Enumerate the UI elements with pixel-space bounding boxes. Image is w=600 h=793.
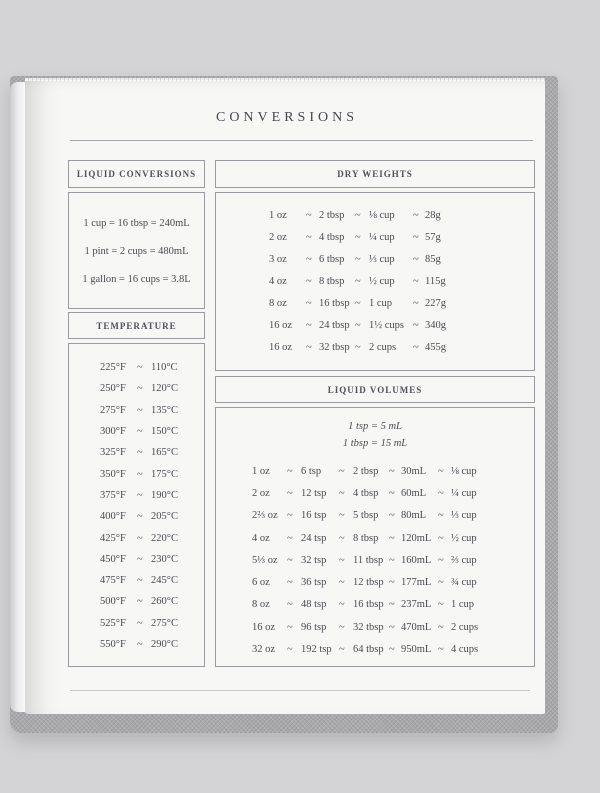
- ounces-value: 2 oz: [252, 487, 270, 499]
- approx-tilde: ~: [413, 297, 419, 309]
- tbsp-note: 1 tbsp = 15 mL: [342, 438, 408, 449]
- ounces-value: 1 oz: [252, 465, 270, 477]
- approx-tilde: ~: [306, 297, 312, 309]
- tablespoons-value: 4 tbsp: [319, 231, 345, 243]
- liquid-volume-row: [216, 460, 534, 482]
- milliliters-value: 470mL: [401, 621, 432, 633]
- temperature-header: [68, 312, 205, 339]
- tsp-note: 1 tsp = 5 mL: [348, 421, 402, 432]
- teaspoons-value: 96 tsp: [301, 621, 327, 633]
- milliliters-value: 950mL: [401, 644, 432, 656]
- ounces-value: 8 oz: [269, 297, 287, 309]
- approx-tilde: ~: [438, 599, 444, 611]
- approx-tilde: ~: [438, 577, 444, 589]
- approx-tilde: ~: [306, 275, 312, 287]
- approx-tilde: ~: [287, 487, 293, 499]
- approx-tilde: ~: [339, 465, 345, 477]
- ounces-value: 16 oz: [269, 319, 293, 331]
- approx-tilde: ~: [137, 532, 143, 544]
- tablespoons-value: 5 tbsp: [353, 510, 379, 522]
- ounces-value: 4 oz: [269, 275, 287, 287]
- approx-tilde: ~: [355, 231, 361, 243]
- tablespoons-value: 6 tbsp: [319, 253, 345, 265]
- header-rule: [70, 140, 533, 141]
- approx-tilde: ~: [438, 554, 444, 566]
- temperature-row: [69, 357, 204, 378]
- teaspoons-value: 36 tsp: [301, 577, 327, 589]
- ounces-value: 32 oz: [252, 644, 276, 656]
- approx-tilde: ~: [137, 617, 143, 629]
- approx-tilde: ~: [355, 297, 361, 309]
- approx-tilde: ~: [339, 621, 345, 633]
- approx-tilde: ~: [438, 465, 444, 477]
- teaspoons-value: 192 tsp: [301, 644, 332, 656]
- cups-value: 1 cup: [451, 599, 475, 611]
- fahrenheit-value: 550°F: [100, 639, 126, 650]
- milliliters-value: 30mL: [401, 465, 427, 477]
- approx-tilde: ~: [137, 639, 143, 650]
- liquid-conversion-row: [69, 238, 204, 266]
- cups-value: ⅛ cup: [451, 465, 477, 477]
- liquid-volume-row: [216, 594, 534, 616]
- liquid-volumes-header: [215, 376, 535, 403]
- liquid-volume-row: [216, 505, 534, 527]
- fahrenheit-value: 225°F: [100, 362, 126, 374]
- liquid-conversion-value: 1 pint = 2 cups = 480mL: [84, 246, 189, 257]
- approx-tilde: ~: [137, 489, 143, 501]
- liquid-conversion-row: [69, 266, 204, 294]
- approx-tilde: ~: [355, 341, 361, 353]
- approx-tilde: ~: [389, 532, 395, 544]
- approx-tilde: ~: [355, 253, 361, 265]
- fahrenheit-value: 425°F: [100, 532, 126, 544]
- fahrenheit-value: 400°F: [100, 511, 126, 523]
- approx-tilde: ~: [438, 487, 444, 499]
- dry-weight-row: [216, 226, 534, 248]
- approx-tilde: ~: [413, 231, 419, 243]
- liquid-volumes-rows: [216, 460, 534, 661]
- fahrenheit-value: 250°F: [100, 383, 126, 395]
- approx-tilde: ~: [137, 426, 143, 438]
- celsius-value: 220°C: [151, 532, 178, 544]
- cups-value: ¾ cup: [451, 577, 477, 589]
- approx-tilde: ~: [389, 465, 395, 477]
- approx-tilde: ~: [137, 383, 143, 395]
- approx-tilde: ~: [339, 487, 345, 499]
- temperature-row: [69, 591, 204, 612]
- tablespoons-value: 12 tbsp: [353, 577, 384, 589]
- liquid-volume-row: [216, 571, 534, 593]
- cups-value: 2 cups: [369, 341, 397, 353]
- teaspoons-value: 16 tsp: [301, 510, 327, 522]
- approx-tilde: ~: [413, 275, 419, 287]
- dry-weights-header-label: DRY WEIGHTS: [337, 169, 413, 179]
- tablespoons-value: 64 tbsp: [353, 644, 384, 656]
- tablespoons-value: 32 tbsp: [319, 341, 350, 353]
- approx-tilde: ~: [389, 621, 395, 633]
- temperature-row: [69, 463, 204, 484]
- ounces-value: 6 oz: [252, 577, 270, 589]
- approx-tilde: ~: [413, 209, 419, 221]
- celsius-value: 150°C: [151, 426, 178, 438]
- cups-value: ¼ cup: [369, 231, 395, 243]
- approx-tilde: ~: [287, 465, 293, 477]
- temperature-header-label: TEMPERATURE: [96, 320, 177, 331]
- approx-tilde: ~: [389, 577, 395, 589]
- temperature-row: [69, 421, 204, 442]
- grams-value: 85g: [425, 253, 441, 265]
- ounces-value: 2 oz: [269, 231, 287, 243]
- approx-tilde: ~: [306, 319, 312, 331]
- celsius-value: 175°C: [151, 468, 178, 480]
- fahrenheit-value: 375°F: [100, 489, 126, 501]
- liquid-conversions-header-label: LIQUID CONVERSIONS: [76, 169, 197, 179]
- teaspoons-value: 6 tsp: [301, 465, 322, 477]
- cups-value: ½ cup: [369, 275, 395, 287]
- liquid-volumes-notes: [216, 418, 534, 452]
- approx-tilde: ~: [287, 554, 293, 566]
- page-title: CONVERSIONS: [215, 110, 358, 125]
- tablespoons-value: 11 tbsp: [353, 554, 384, 566]
- ounces-value: 8 oz: [252, 599, 270, 611]
- teaspoons-value: 24 tsp: [301, 532, 327, 544]
- dry-weight-row: [216, 248, 534, 270]
- cups-value: ⅓ cup: [451, 510, 477, 522]
- tablespoons-value: 24 tbsp: [319, 319, 350, 331]
- fahrenheit-value: 325°F: [100, 447, 126, 459]
- fahrenheit-value: 300°F: [100, 426, 126, 438]
- cups-value: ⅔ cup: [451, 554, 477, 566]
- approx-tilde: ~: [355, 275, 361, 287]
- cups-value: 1½ cups: [369, 319, 404, 331]
- book-page: [25, 80, 545, 714]
- approx-tilde: ~: [413, 341, 419, 353]
- approx-tilde: ~: [438, 644, 444, 656]
- liquid-volume-row: [216, 482, 534, 504]
- temperature-row: [69, 485, 204, 506]
- teaspoons-value: 48 tsp: [301, 599, 327, 611]
- temperature-row: [69, 400, 204, 421]
- milliliters-value: 80mL: [401, 510, 427, 522]
- liquid-conversion-row: [69, 210, 204, 238]
- cups-value: ¼ cup: [451, 487, 477, 499]
- temperature-row: [69, 442, 204, 463]
- approx-tilde: ~: [287, 510, 293, 522]
- approx-tilde: ~: [287, 577, 293, 589]
- approx-tilde: ~: [137, 447, 143, 459]
- milliliters-value: 237mL: [401, 599, 432, 611]
- temperature-row: [69, 634, 204, 655]
- liquid-conversions-header: [68, 160, 205, 188]
- dry-weight-row: [216, 292, 534, 314]
- celsius-value: 260°C: [151, 596, 178, 608]
- approx-tilde: ~: [137, 362, 143, 374]
- teaspoons-value: 32 tsp: [301, 554, 327, 566]
- celsius-value: 245°C: [151, 575, 178, 587]
- fahrenheit-value: 350°F: [100, 468, 126, 480]
- approx-tilde: ~: [339, 510, 345, 522]
- approx-tilde: ~: [137, 553, 143, 565]
- grams-value: 57g: [425, 231, 441, 243]
- temperature-row: [69, 613, 204, 634]
- approx-tilde: ~: [438, 532, 444, 544]
- ounces-value: 2⅔ oz: [252, 510, 278, 522]
- fahrenheit-value: 275°F: [100, 404, 126, 416]
- approx-tilde: ~: [287, 599, 293, 611]
- approx-tilde: ~: [137, 596, 143, 608]
- temperature-row: [69, 527, 204, 548]
- milliliters-value: 120mL: [401, 532, 432, 544]
- celsius-value: 275°C: [151, 617, 178, 629]
- tablespoons-value: 8 tbsp: [353, 532, 379, 544]
- grams-value: 227g: [425, 297, 446, 309]
- approx-tilde: ~: [137, 511, 143, 523]
- fahrenheit-value: 500°F: [100, 596, 126, 608]
- approx-tilde: ~: [389, 510, 395, 522]
- approx-tilde: ~: [339, 599, 345, 611]
- cups-value: 2 cups: [451, 621, 479, 633]
- milliliters-value: 177mL: [401, 577, 432, 589]
- approx-tilde: ~: [355, 209, 361, 221]
- celsius-value: 290°C: [151, 639, 178, 650]
- liquid-volume-row: [216, 616, 534, 638]
- liquid-volumes-header-label: LIQUID VOLUMES: [327, 384, 423, 395]
- dry-weight-row: [216, 336, 534, 358]
- approx-tilde: ~: [306, 253, 312, 265]
- approx-tilde: ~: [306, 231, 312, 243]
- tablespoons-value: 4 tbsp: [353, 487, 379, 499]
- approx-tilde: ~: [137, 404, 143, 416]
- dry-weight-row: [216, 314, 534, 336]
- fahrenheit-value: 450°F: [100, 553, 126, 565]
- dry-weights-table: [215, 192, 535, 371]
- ounces-value: 1 oz: [269, 209, 287, 221]
- grams-value: 455g: [425, 341, 446, 353]
- tablespoons-value: 2 tbsp: [319, 209, 345, 221]
- temperature-row: [69, 570, 204, 591]
- cups-value: 4 cups: [451, 644, 479, 656]
- approx-tilde: ~: [339, 577, 345, 589]
- temperature-row: [69, 506, 204, 527]
- dry-weights-header: [215, 160, 535, 188]
- temperature-row: [69, 549, 204, 570]
- celsius-value: 135°C: [151, 404, 178, 416]
- grams-value: 340g: [425, 319, 446, 331]
- cups-value: ⅓ cup: [369, 253, 395, 265]
- fahrenheit-value: 525°F: [100, 617, 126, 629]
- approx-tilde: ~: [287, 644, 293, 656]
- tablespoons-value: 32 tbsp: [353, 621, 384, 633]
- temperature-row: [69, 378, 204, 399]
- ounces-value: 16 oz: [252, 621, 276, 633]
- approx-tilde: ~: [389, 487, 395, 499]
- celsius-value: 205°C: [151, 511, 178, 523]
- ounces-value: 16 oz: [269, 341, 293, 353]
- approx-tilde: ~: [438, 621, 444, 633]
- dry-weight-row: [216, 270, 534, 292]
- approx-tilde: ~: [389, 644, 395, 656]
- liquid-volume-row: [216, 549, 534, 571]
- tablespoons-value: 16 tbsp: [353, 599, 384, 611]
- tablespoons-value: 8 tbsp: [319, 275, 345, 287]
- ounces-value: 3 oz: [269, 253, 287, 265]
- ounces-value: 4 oz: [252, 532, 270, 544]
- temperature-table: [68, 343, 205, 667]
- approx-tilde: ~: [137, 468, 143, 480]
- approx-tilde: ~: [438, 510, 444, 522]
- approx-tilde: ~: [389, 554, 395, 566]
- approx-tilde: ~: [339, 554, 345, 566]
- dry-weight-row: [216, 204, 534, 226]
- approx-tilde: ~: [413, 319, 419, 331]
- grams-value: 28g: [425, 209, 441, 221]
- approx-tilde: ~: [137, 575, 143, 587]
- approx-tilde: ~: [306, 209, 312, 221]
- tablespoons-value: 16 tbsp: [319, 297, 350, 309]
- cups-value: ½ cup: [451, 532, 477, 544]
- cups-value: ⅛ cup: [369, 209, 395, 221]
- approx-tilde: ~: [355, 319, 361, 331]
- cups-value: 1 cup: [369, 297, 393, 309]
- teaspoons-value: 12 tsp: [301, 487, 327, 499]
- liquid-conversion-value: 1 cup = 16 tbsp = 240mL: [83, 218, 190, 229]
- liquid-volumes-table: [215, 407, 535, 667]
- celsius-value: 165°C: [151, 447, 178, 459]
- celsius-value: 230°C: [151, 553, 178, 565]
- grams-value: 115g: [425, 275, 446, 287]
- approx-tilde: ~: [389, 599, 395, 611]
- milliliters-value: 160mL: [401, 554, 432, 566]
- celsius-value: 190°C: [151, 489, 178, 501]
- approx-tilde: ~: [339, 644, 345, 656]
- celsius-value: 120°C: [151, 383, 178, 395]
- approx-tilde: ~: [339, 532, 345, 544]
- liquid-volume-row: [216, 527, 534, 549]
- approx-tilde: ~: [287, 621, 293, 633]
- milliliters-value: 60mL: [401, 487, 427, 499]
- liquid-volume-row: [216, 638, 534, 660]
- celsius-value: 110°C: [151, 362, 178, 374]
- approx-tilde: ~: [287, 532, 293, 544]
- fahrenheit-value: 475°F: [100, 575, 126, 587]
- liquid-conversion-value: 1 gallon = 16 cups = 3.8L: [82, 274, 191, 285]
- footer-rule: [70, 690, 530, 691]
- tablespoons-value: 2 tbsp: [353, 465, 379, 477]
- approx-tilde: ~: [306, 341, 312, 353]
- liquid-conversions-table: [68, 192, 205, 309]
- approx-tilde: ~: [413, 253, 419, 265]
- ounces-value: 5⅓ oz: [252, 554, 278, 566]
